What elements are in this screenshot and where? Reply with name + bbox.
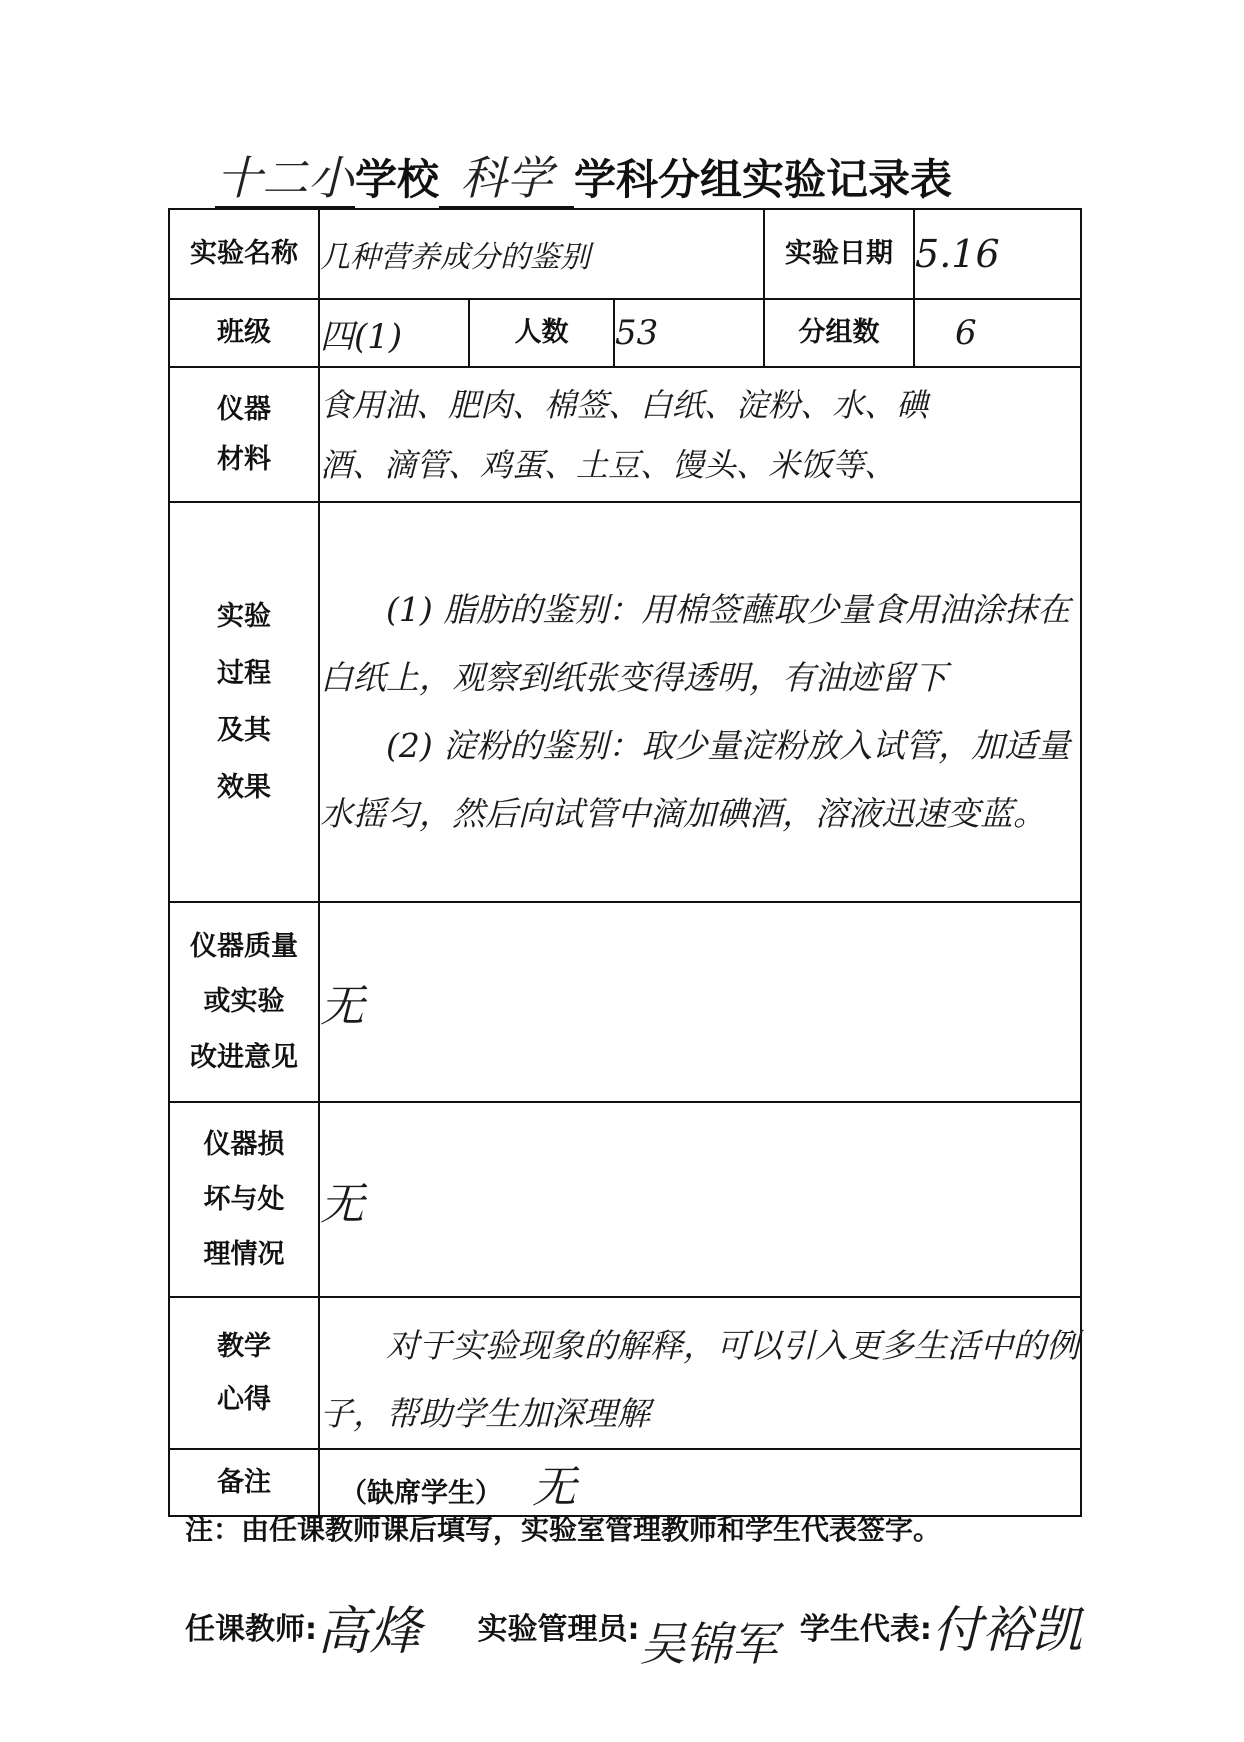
lab-admin-label: 实验管理员: xyxy=(477,1612,640,1647)
damage-label-line: 理情况 xyxy=(203,1239,285,1271)
row-materials xyxy=(169,367,1081,502)
process-label xyxy=(169,502,319,902)
reflection-value xyxy=(319,1297,1081,1449)
process-label-line: 实验 xyxy=(217,600,271,632)
row-experiment-name xyxy=(169,209,1081,299)
page-title xyxy=(215,150,1115,210)
remarks-value xyxy=(319,1449,1081,1516)
damage-label-line: 坏与处 xyxy=(203,1183,285,1215)
group-count-value: 6 xyxy=(914,299,1081,367)
student-count-label: 人数 xyxy=(469,299,614,367)
subject-field: 科学 xyxy=(439,150,574,208)
damage-value: 无 xyxy=(319,1102,1081,1297)
row-process xyxy=(169,502,1081,902)
lab-admin-signature: 吴锦军 xyxy=(639,1617,778,1671)
quality-label xyxy=(169,902,319,1102)
materials-value xyxy=(319,367,1081,502)
record-table xyxy=(168,208,1082,1517)
row-remarks xyxy=(169,1449,1081,1516)
signature-row xyxy=(185,1578,1135,1671)
materials-label xyxy=(169,367,319,502)
process-step-2: (2) 淀粉的鉴别：取少量淀粉放入试管，加适量水摇匀，然后向试管中滴加碘酒，溶液迅速变蓝。 xyxy=(320,726,1071,833)
reflection-label-line: 心得 xyxy=(217,1384,271,1415)
student-rep-label: 学生代表: xyxy=(799,1612,932,1647)
process-label-line: 过程 xyxy=(217,657,271,689)
quality-label-line: 改进意见 xyxy=(190,1041,298,1073)
process-value xyxy=(319,502,1081,902)
student-count-value: 53 xyxy=(614,299,764,367)
school-label: 学校 xyxy=(355,155,440,204)
reflection-label xyxy=(169,1297,319,1449)
process-step-1: (1) 脂肪的鉴别：用棉签蘸取少量食用油涂抹在白纸上，观察到纸张变得透明，有油迹留下 xyxy=(320,590,1071,697)
class-value: 四(1) xyxy=(319,299,469,367)
experiment-date-value: 5.16 xyxy=(914,209,1081,299)
teacher-label: 任课教师: xyxy=(185,1612,317,1647)
quality-label-line: 或实验 xyxy=(203,986,285,1018)
row-reflection xyxy=(169,1297,1081,1449)
footer-note: 注：由任课教师课后填写，实验室管理教师和学生代表签字。 xyxy=(185,1513,942,1546)
row-damage xyxy=(169,1102,1081,1297)
experiment-date-label: 实验日期 xyxy=(764,209,914,299)
reflection-label-line: 教学 xyxy=(217,1330,271,1362)
materials-line: 酒、滴管、鸡蛋、土豆、馒头、米饭等、 xyxy=(320,445,897,484)
process-label-line: 及其 xyxy=(217,715,271,746)
school-name-field: 十二小 xyxy=(215,150,355,208)
row-class-info xyxy=(169,299,1081,367)
damage-label xyxy=(169,1102,319,1297)
group-count-label: 分组数 xyxy=(764,299,914,367)
absent-students-label: （缺席学生） xyxy=(340,1477,502,1509)
absent-students-value: 无 xyxy=(532,1461,576,1513)
student-rep-signature: 付裕凯 xyxy=(931,1601,1082,1659)
experiment-name-value: 几种营养成分的鉴别 xyxy=(319,209,764,299)
quality-value: 无 xyxy=(319,902,1081,1102)
teacher-signature: 高烽 xyxy=(317,1601,422,1662)
quality-label-line: 仪器质量 xyxy=(190,931,298,963)
experiment-name-label: 实验名称 xyxy=(169,209,319,299)
process-label-line: 效果 xyxy=(217,772,271,804)
subject-label: 学科分组实验记录表 xyxy=(574,155,953,204)
remarks-label: 备注 xyxy=(169,1449,319,1516)
materials-label-line: 仪器 xyxy=(217,394,271,426)
materials-line: 食用油、肥肉、棉签、白纸、淀粉、水、碘 xyxy=(320,385,929,424)
class-label: 班级 xyxy=(169,299,319,367)
materials-label-line: 材料 xyxy=(217,443,271,475)
row-quality xyxy=(169,902,1081,1102)
reflection-text: 对于实验现象的解释，可以引入更多生活中的例子，帮助学生加深理解 xyxy=(320,1326,1079,1433)
damage-label-line: 仪器损 xyxy=(203,1128,285,1160)
